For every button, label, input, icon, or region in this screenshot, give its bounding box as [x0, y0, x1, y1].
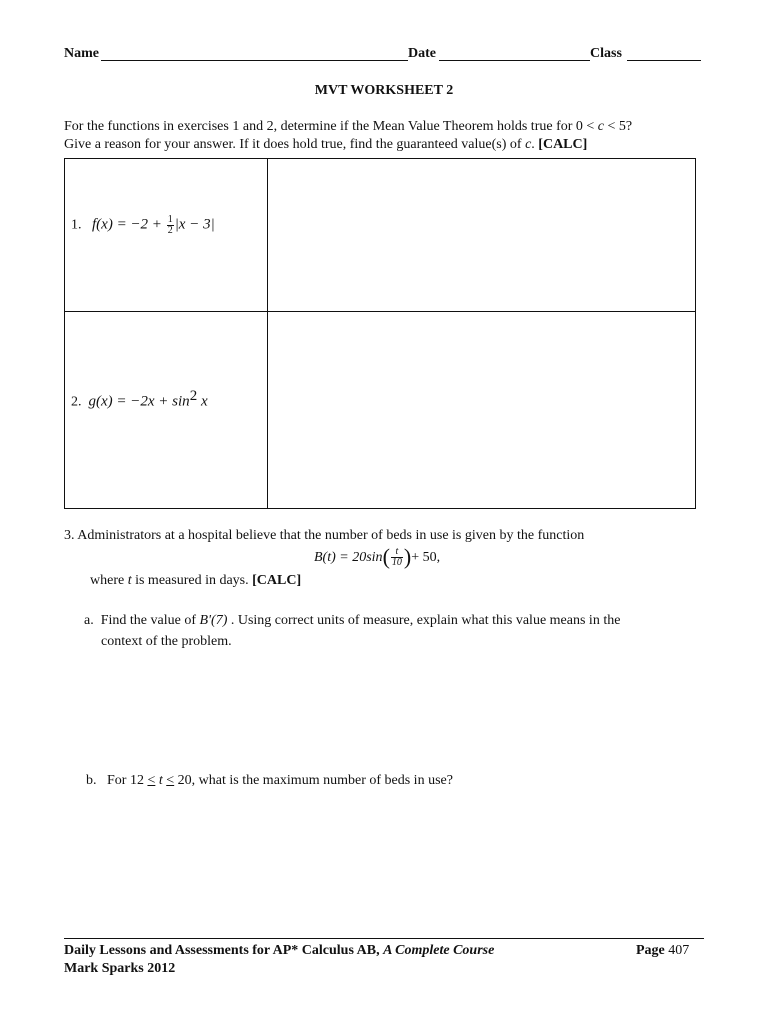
- footer-italic: A Complete Course: [383, 943, 495, 958]
- class-label: Class: [590, 46, 622, 61]
- exercise-1: [71, 215, 215, 236]
- formula-rhs: + 50,: [411, 550, 441, 565]
- worksheet-title: MVT WORKSHEET 2: [314, 83, 454, 98]
- frac-num: 1: [167, 214, 173, 225]
- exercise-number: 2.: [71, 394, 82, 410]
- where-text: is measured in days.: [131, 573, 253, 588]
- part-label: b.: [86, 773, 97, 788]
- class-field[interactable]: [627, 60, 701, 61]
- exercise-2-rhs: x: [197, 393, 208, 410]
- formula-lhs: B(t) = 20sin: [314, 550, 383, 565]
- header-fields: [64, 46, 704, 66]
- instr-text: .: [531, 137, 539, 152]
- question-3a-line-1: [84, 610, 704, 631]
- question-3-where: [90, 573, 301, 589]
- exercise-1-lhs: f(x) = −2 +: [92, 216, 166, 233]
- exercise-2: [71, 388, 208, 411]
- question-3a: [84, 610, 704, 652]
- frac-den: 10: [391, 557, 402, 569]
- instructions-line-2: [64, 136, 714, 154]
- paren-open: (: [382, 544, 390, 569]
- footer-rule: [64, 938, 704, 939]
- where-var: t: [127, 573, 132, 588]
- where-text: where: [90, 573, 128, 588]
- instr-var: c: [525, 137, 532, 152]
- exercise-2-lhs: g(x) = −2x + sin: [88, 393, 190, 410]
- part-label: a.: [84, 613, 94, 628]
- calc-tag: [CALC]: [538, 137, 588, 152]
- instructions-line-1: [64, 118, 714, 136]
- instructions: [64, 118, 714, 154]
- date-label: Date: [408, 46, 436, 61]
- footer-author: Mark Sparks 2012: [64, 961, 176, 976]
- le-symbol: <: [166, 773, 175, 788]
- instr-var: c: [597, 119, 605, 134]
- question-3-intro: 3. Administrators at a hospital believe that the number of beds in use is given by the function: [64, 528, 585, 543]
- question-3b: [86, 773, 453, 789]
- footer-page: [636, 943, 689, 959]
- instr-text: Give a reason for your answer. If it does hold true, find the guaranteed value(s) of: [64, 137, 526, 152]
- answer-cell-2[interactable]: [269, 312, 695, 508]
- name-label: Name: [64, 46, 99, 61]
- name-field[interactable]: [101, 60, 408, 61]
- part-expr: B'(7): [199, 613, 228, 628]
- fraction: [391, 547, 403, 568]
- instr-text: < 5?: [604, 119, 633, 134]
- le-symbol: <: [147, 773, 156, 788]
- date-field[interactable]: [439, 60, 590, 61]
- exercise-2-exponent: 2: [189, 388, 198, 404]
- frac-num: t: [391, 547, 403, 558]
- calc-tag: [CALC]: [252, 573, 302, 588]
- footer-course: [64, 943, 494, 959]
- instr-text: For the functions in exercises 1 and 2, determine if the Mean Value Theorem holds true for 0 <: [64, 119, 598, 134]
- part-text: . Using correct units of measure, explain what this value means in the: [227, 613, 621, 628]
- part-text: 20, what is the maximum number of beds in use?: [174, 773, 453, 788]
- answer-cell-1[interactable]: [269, 159, 695, 310]
- question-3-formula: [314, 544, 440, 570]
- page-number: 407: [668, 943, 690, 958]
- footer-text: Daily Lessons and Assessments for AP* Calculus AB,: [64, 943, 384, 958]
- exercise-number: 1.: [71, 217, 82, 233]
- question-3a-line-2: context of the problem.: [101, 634, 232, 649]
- exercise-table: [64, 158, 696, 509]
- exercise-1-rhs: |x − 3|: [174, 216, 215, 233]
- fraction: [167, 215, 174, 236]
- page-label: Page: [636, 943, 665, 958]
- part-text: For 12: [107, 773, 148, 788]
- paren-close: ): [403, 544, 412, 569]
- part-var: t: [158, 773, 163, 788]
- frac-den: 2: [167, 225, 173, 236]
- part-text: Find the value of: [100, 613, 200, 628]
- table-divider-vertical: [267, 159, 268, 508]
